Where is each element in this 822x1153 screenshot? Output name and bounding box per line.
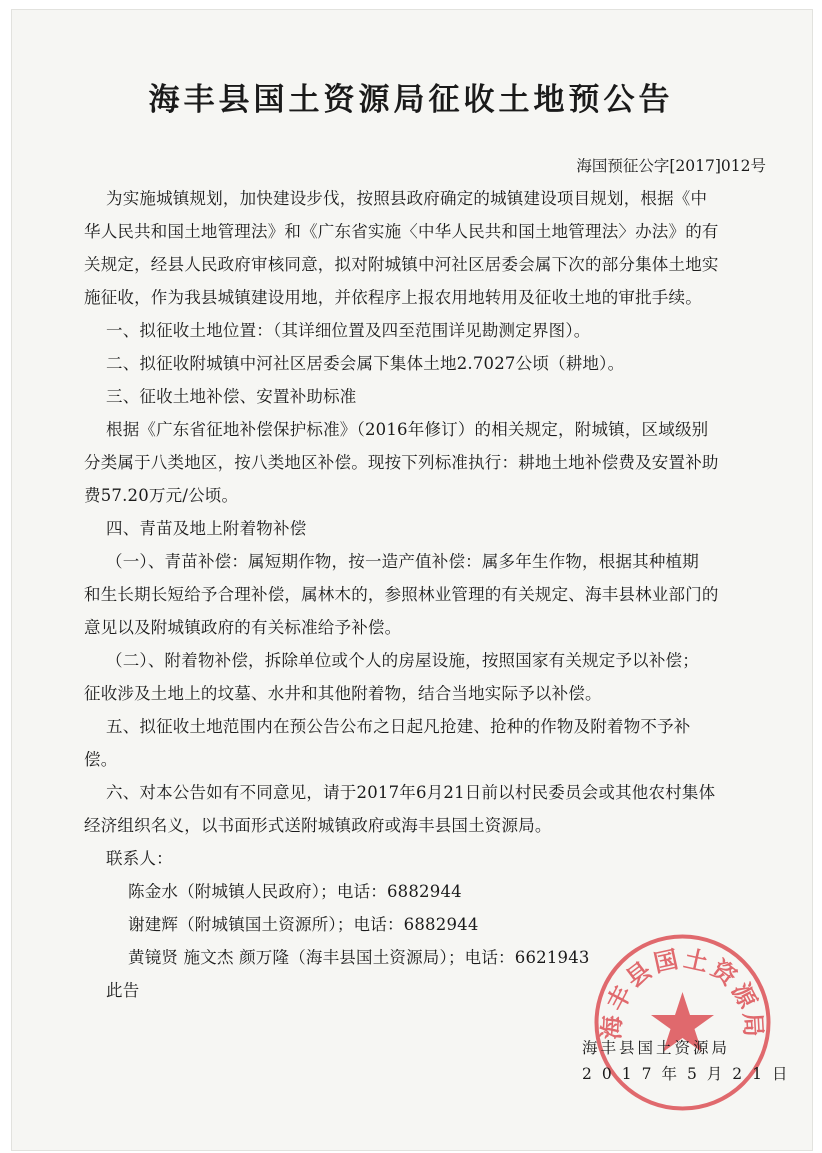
paragraph-line: 费57.20万元/公顷。	[84, 486, 239, 505]
paragraph-line: 意见以及附城镇政府的有关标准给予补偿。	[84, 618, 402, 637]
paragraph-line: 征收涉及土地上的坟墓、水井和其他附着物，结合当地实际予以补偿。	[84, 684, 602, 703]
paragraph-line: （一）、青苗补偿：属短期作物，按一造产值补偿：属多年生作物，根据其种植期	[106, 552, 699, 571]
official-seal-icon	[590, 930, 775, 1115]
paragraph-line: 根据《广东省征地补偿保护标准》（2016年修订）的相关规定，附城镇，区域级别	[106, 420, 709, 439]
paragraph-line: 经济组织名义，以书面形式送附城镇政府或海丰县国土资源局。	[84, 816, 552, 835]
paragraph-line: 一、拟征收土地位置：（其详细位置及四至范围详见勘测定界图）。	[106, 321, 591, 340]
signature-organization: 海丰县国土资源局	[582, 1039, 731, 1057]
paragraph-line: 四、青苗及地上附着物补偿	[106, 519, 307, 538]
document-number: 海国预征公字[2017]012号	[576, 157, 766, 175]
paragraph-line: 和生长期长短给予合理补偿，属林木的，参照林业管理的有关规定、海丰县林业部门的	[84, 585, 719, 604]
contact-line: 谢建辉（附城镇国土资源所）；电话：6882944	[128, 915, 479, 934]
contacts-heading: 联系人：	[106, 849, 173, 868]
paragraph-line: 华人民共和国土地管理法》和《广东省实施〈中华人民共和国土地管理法〉办法》的有	[84, 222, 719, 241]
paragraph-line: 关规定，经县人民政府审核同意，拟对附城镇中河社区居委会属下次的部分集体土地实	[84, 255, 719, 274]
contact-line: 黄镜贤 施文杰 颜万隆（海丰县国土资源局）；电话：6621943	[128, 948, 590, 967]
paragraph-line: 为实施城镇规划，加快建设步伐，按照县政府确定的城镇建设项目规划，根据《中	[106, 189, 708, 208]
contact-line: 陈金水（附城镇人民政府）；电话：6882944	[128, 882, 462, 901]
paragraph-line: 五、拟征收土地范围内在预公告公布之日起凡抢建、抢种的作物及附着物不予补	[106, 717, 691, 736]
paragraph-line: 偿。	[84, 750, 118, 769]
paragraph-line: 三、征收土地补偿、安置补助标准	[106, 387, 357, 406]
notice-title: 海丰县国土资源局征收土地预公告	[148, 82, 674, 118]
paragraph-line: 分类属于八类地区，按八类地区补偿。现按下列标准执行：耕地土地补偿费及安置补助	[84, 453, 719, 472]
paragraph-line: （二）、附着物补偿，拆除单位或个人的房屋设施，按照国家有关规定予以补偿；	[106, 651, 699, 670]
signature-date: 2017年5月21日	[582, 1065, 798, 1083]
paragraph-line: 施征收，作为我县城镇建设用地，并依程序上报农用地转用及征收土地的审批手续。	[84, 288, 702, 307]
closing-text: 此告	[106, 981, 140, 1000]
paragraph-line: 六、对本公告如有不同意见，请于2017年6月21日前以村民委员会或其他农村集体	[106, 783, 716, 802]
paragraph-line: 二、拟征收附城镇中河社区居委会属下集体土地2.7027公顷（耕地）。	[106, 354, 625, 373]
svg-text:海丰县国土资源局: 海丰县国土资源局	[596, 943, 769, 1041]
